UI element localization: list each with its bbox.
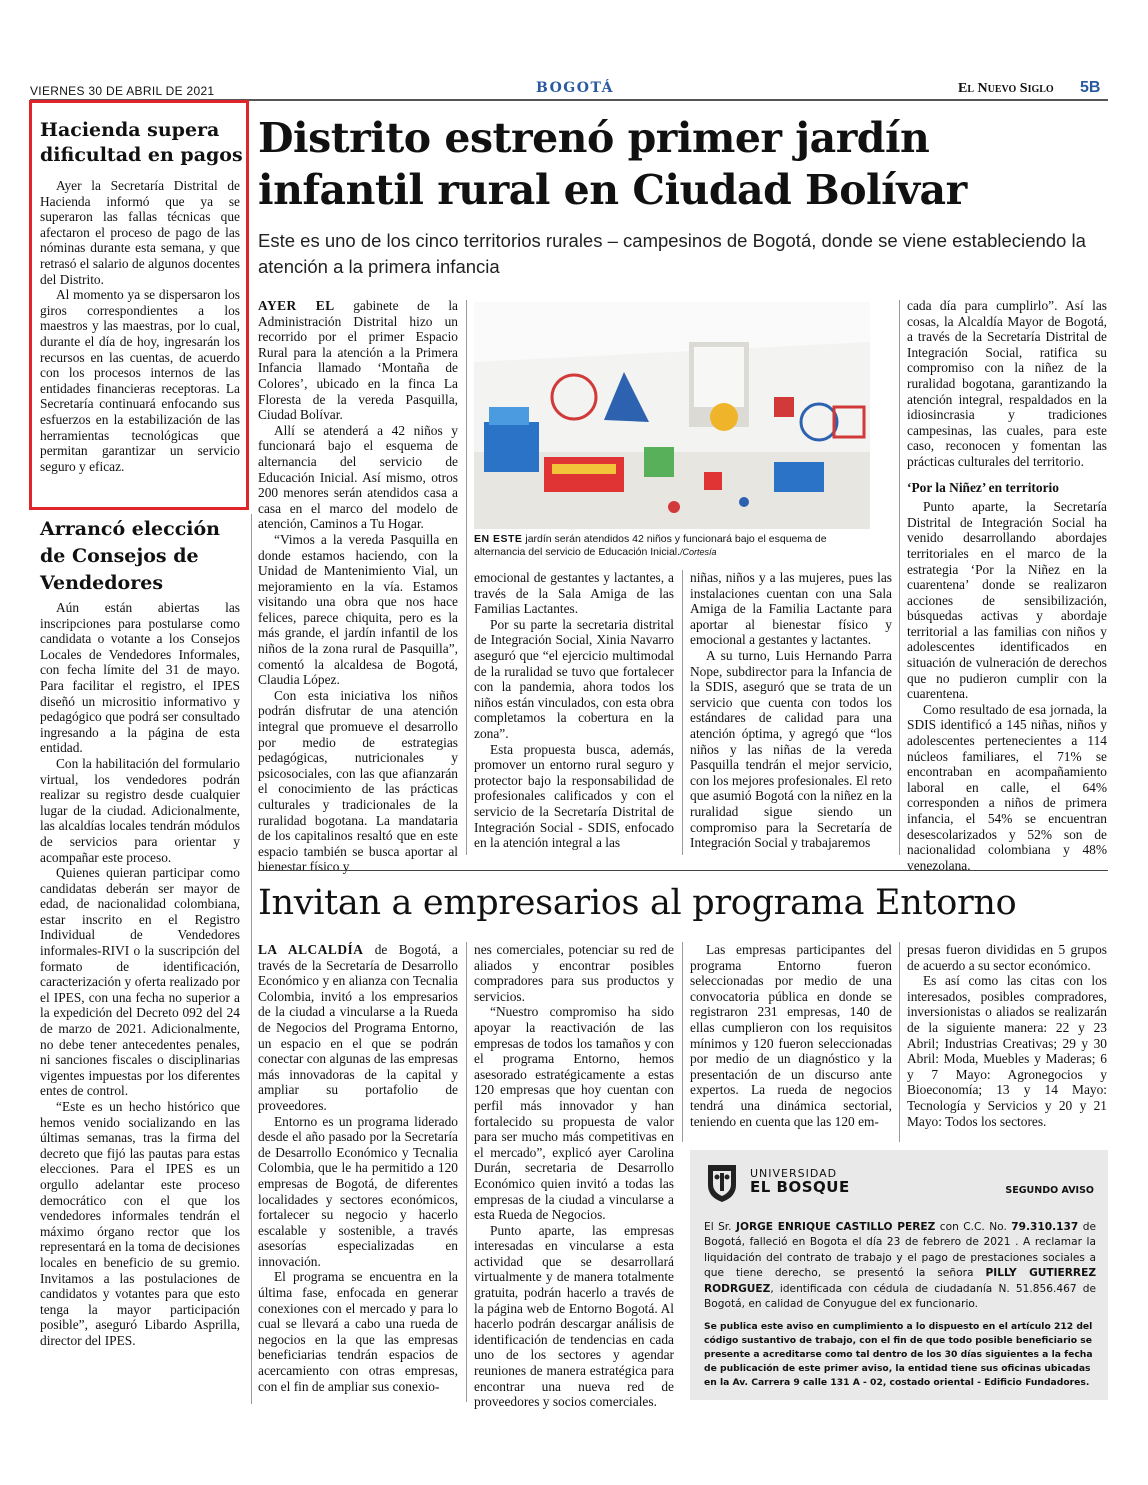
column-divider xyxy=(251,514,252,1404)
paragraph: emocional de gestantes y lactantes, a través de la Sala Amiga de las Familias Lactantes. xyxy=(474,570,674,617)
paragraph: Con esta iniciativa los niños podrán disfrutar de una atención integral que promueve el desarrollo por medio de estrategias pedagógicas, nutricionales y psicosociales, con las que afianzarán el conocimiento de las prácticas culturales y tradicionales de la ruralidad bogotana. La mandataria de los capitalinos resaltó que en este espacio también se busca aportar al bienestar físico y xyxy=(258,687,458,875)
paragraph: Con la habilitación del formulario virtual, los vendedores podrán realizar su registro desde cualquier lugar de la ciudad. Adicionalmente, las alcaldías locales tendrán módulos de servicios para orientar y acompañar este proceso. xyxy=(40,755,240,865)
university-crest-icon xyxy=(704,1163,740,1203)
paragraph: El programa se encuentra en la última fase, enfocada en generar conexiones con el mercado y para lo cual se llevará a cabo una rueda de negocios en la que las empresas beneficiarias tendrán espacios de acercamiento con otras empresas, con el fin de ampliar sus conexio- xyxy=(258,1269,458,1394)
paragraph: nes comerciales, potenciar su red de aliados y encontrar posibles compradores para sus productos y servicios. xyxy=(474,942,674,1004)
paragraph: Quienes quieran participar como candidatas deberán ser mayor de edad, de nacionalidad colombiana, estar inscrito en el Registro Individual de Vendedores informales-RIVI o la suscripción del formato de identificación, caracterización y oferta realizado por el IPES, con una fecha no superior a la expedición del Decreto 092 del 24 de marzo de 2021. Adicionalmente, no debe tener antecedentes penales, ni sanciones fiscales o disciplinarias vigentes impuestas por los diferentes entes de control. xyxy=(40,865,240,1099)
photo-credit: /Cortesía xyxy=(680,547,717,557)
main-article-col1 xyxy=(258,298,458,875)
paragraph: Como resultado de esa jornada, la SDIS identificó a 145 niñas, niños y adolescentes pertenecientes a 114 núcleos familiares, el 71% se encontraban en acompañamiento laboral en calle, el 64% corresponden a niños de primera infancia, el 54% se encuentran desescolarizados y 52% son de nacionalidad colombiana y 48% venezolana. xyxy=(907,701,1107,873)
section-name: BOGOTÁ xyxy=(536,80,614,96)
paragraph: “Este es un hecho histórico que hemos venido socializando en las últimas semanas, tras la firma del decreto que fijó las pautas para estas elecciones. Para el IPES es un orgullo adelantar este proceso democrático con el que los vendedores informales tendrán el máximo órgano rector que los representará en la toma de decisiones locales en beneficio de su gremio. Invitamos a las postulaciones de candidatos y votantes para que esto tenga la mayor participación posible”, aseguró Libardo Asprilla, director del IPES. xyxy=(40,1099,240,1348)
university-name: EL BOSQUE xyxy=(750,1178,850,1196)
issue-date: VIERNES 30 DE ABRIL DE 2021 xyxy=(30,84,215,98)
main-subtitle: Este es uno de los cinco territorios rurales – campesinos de Bogotá, donde se viene estableciendo la atención a la primera infancia xyxy=(258,230,1086,277)
caption-lead: EN ESTE xyxy=(474,533,523,545)
paragraph: Aún están abiertas las inscripciones para postularse como candidata o votante a los Consejos Locales de Vendedores Informales, con fecha límite del 31 de mayo. Para facilitar el registro, el IPES diseñó un micrositio informativo y pedagógico que podrá ser consultado ingresando a la página de esta entidad. xyxy=(40,600,240,756)
paragraph: AYER EL gabinete de la Administración Distrital hizo un recorrido por el primer Espacio Rural para la atención a la Primera Infancia llamado ‘Montaña de Colores’, ubicado en la finca La Floresta de la vereda Pasquilla, Ciudad Bolívar. xyxy=(258,298,458,423)
second-article-col4 xyxy=(907,942,1107,1129)
main-article-col4 xyxy=(907,298,1107,873)
paragraph: LA ALCALDÍA de Bogotá, a través de la Secretaría de Desarrollo Económico y en alianza con Tecnalia Colombia, invitó a los empresarios de la ciudad a vincularse a la Rueda de Negocios del Programa Entorno, un espacio en el que se podrán conectar con algunas de las empresas más innovadoras de la capital y ampliar su portafolio de proveedores. xyxy=(258,942,458,1113)
column-divider xyxy=(466,300,467,855)
paragraph: Por su parte la secretaria distrital de Integración Social, Xinia Navarro aseguró que “el ejercicio multimodal de la ruralidad se tuvo que fortalecer con la pandemia, ahora todos los niños están vinculados, con esta obra completamos la cobertura en la zona”. xyxy=(474,616,674,741)
paragraph: Las empresas participantes del programa Entorno fueron seleccionadas por medio de una convocatoria pública en donde se registraron 231 empresas, 140 de ellas cumplieron con los requisitos mínimos y 120 fueron seleccionadas por medio de un diagnóstico y la presentación de un discurso ante expertos. La rueda de negocios tendrá una dinámica sectorial, teniendo en cuenta que las 120 em- xyxy=(690,942,892,1129)
newspaper-name: El Nuevo Siglo xyxy=(958,81,1054,96)
id-number: 79.310.137 xyxy=(1011,1221,1079,1233)
legal-notice-ad xyxy=(690,1150,1108,1400)
paragraph: cada día para cumplirlo”. Así las cosas, la Alcaldía Mayor de Bogotá, a través de la Secretaría Distrital de Integración Social, ratifica su compromiso con la niñez de la ruralidad bogotana, garantizando la atención integral, respaldados en la idiosincrasia y tradiciones campesinas, las cuales, para este caso, reconocen y fomentan las prácticas culturales del territorio. xyxy=(907,298,1107,469)
second-article-col2 xyxy=(474,942,674,1410)
paragraph: Entorno es un programa liderado desde el año pasado por la Secretaría de Desarrollo Económico y Tecnalia Colombia, que le ha permitido a 120 empresas de Bogotá, de diferentes localidades y sectores económicos, fortalecer su negocio y hacerlo escalable y sostenible, a través asesorías especializadas en innovación. xyxy=(258,1113,458,1269)
column-divider xyxy=(466,942,467,1402)
second-article-col3 xyxy=(690,942,892,1129)
brief-hacienda-title: Hacienda supera dificultad en pagos xyxy=(40,119,243,166)
paragraph: Allí se atenderá a 42 niños y funcionará bajo el esquema de alternancia del servicio de Educación Inicial. Así mismo, otros 200 menores serán atendidos casa a casa en el marco del modelo de atención, Caminos a Tu Hogar. xyxy=(258,422,458,532)
paragraph: Es así como las citas con los interesados, posibles compradores, inversionistas o aliados se realizarán de la siguiente manera: 22 y 23 Abril; Industrias Creativas; 29 y 30 Abril: Moda, Muebles y Maderas; 6 y 7 Mayo: Agronegocios y Bioeconomía; 13 y 14 Mayo: Tecnología y Servicios y 20 y 21 Mayo: Todos los sectores. xyxy=(907,973,1107,1129)
lead-in: LA ALCALDÍA xyxy=(258,942,364,957)
page-number: 5B xyxy=(1080,79,1101,96)
main-article-col2 xyxy=(474,570,674,851)
brief-hacienda-body xyxy=(40,178,240,474)
main-article-col3 xyxy=(690,570,892,851)
paragraph: Esta propuesta busca, además, promover un entorno rural seguro y protector bajo la responsabilidad de profesionales calificados y con el servicio de la Secretaría Distrital de Integración Social - SDIS, enfocado en la atención integral a las xyxy=(474,741,674,851)
notice-type: SEGUNDO AVISO xyxy=(1005,1185,1094,1196)
photo-illustration xyxy=(474,302,870,529)
notice-footer: Se publica este aviso en cumplimiento a lo dispuesto en el artículo 212 del código sustantivo de trabajo, con el fin de que todo posible beneficiario se presente a acreditarse como tal dentro de los 30 días siguientes a la fecha de publicación de este primer aviso, la entidad tiene sus oficinas ubicadas en la Av. Carrera 9 calle 131 A - 02, costado oriental - Edificio Fundadores. xyxy=(704,1321,1093,1388)
column-divider xyxy=(899,942,900,1142)
university-label: UNIVERSIDAD xyxy=(750,1167,838,1180)
photo-caption: EN ESTE jardín serán atendidos 42 niños y funcionará bajo el esquema de alternancia del servicio de Educación Inicial./Cortesía xyxy=(474,533,827,558)
main-headline: Distrito estrenó primer jardín infantil rural en Ciudad Bolívar xyxy=(258,114,967,214)
notice-body: El Sr. JORGE ENRIQUE CASTILLO PEREZ con C.C. No. 79.310.137 de Bogotá, falleció en Bogota el día 23 de febrero de 2021 . A reclamar la liquidación del contrato de trabajo y el pago de prestaciones sociales a que tiene derecho, se presentó la señora PILLY GUTIERREZ RODRGUEZ, identificada con cédula de ciudadanía N. 51.856.467 de Bogotá, en calidad de Conyugue del ex funcionario. xyxy=(704,1221,1096,1311)
kindergarten-photo xyxy=(474,302,870,529)
paragraph: Punto aparte, la Secretaría Distrital de Integración Social ha venido desarrollando abordajes territoriales en el marco de la estrategia ‘Por la Niñez en la cuarentena’ donde se realizaron acciones de sensibilización, búsquedas activas y abordaje territorial a las familias con niños y adolescentes identificados en situación de vulneración de derechos que no pudieron cumplir con la cuarentena. xyxy=(907,499,1107,702)
paragraph: niñas, niños y a las mujeres, pues las instalaciones cuentan con una Sala Amiga de la Familia Lactante para aportar al bienestar físico y emocional a gestantes y lactantes. xyxy=(690,570,892,648)
subheading: ‘Por la Niñez’ en territorio xyxy=(907,479,1059,495)
brief-vendedores-body xyxy=(40,600,240,1349)
column-divider xyxy=(682,942,683,1142)
brief-vendedores-title: Arrancó elección de Consejos de Vendedores xyxy=(40,518,220,594)
second-article-col1 xyxy=(258,942,458,1394)
claimant-name: PILLY GUTIERREZ RODRGUEZ xyxy=(704,1267,1096,1295)
paragraph: Al momento ya se dispersaron los giros correspondientes a los maestros y las maestras, por lo cual, durante el día de hoy, ingresarán los recursos en las cuentas, de acuerdo con los procesos internos de las entidades financieras receptoras. La Secretaría continuará enfocando sus esfuerzos en la estabilización de las herramientas tecnológicas que permitan garantizar un servicio seguro y eficaz. xyxy=(40,287,240,474)
lead-in: AYER EL xyxy=(258,298,335,313)
paragraph: “Nuestro compromiso ha sido apoyar la reactivación de las empresas de todos los tamaños y con el programa Entorno, hemos asesorado estratégicamente a estas 120 empresas que hoy cuentan con perfil más innovador y han fortalecido su propuesta de valor para ser mucho más competitivas en el mercado”, explicó ayer Carolina Durán, secretaria de Desarrollo Económico quien invitó a todas las empresas de la ciudad a vincularse a esta Rueda de Negocios. xyxy=(474,1004,674,1223)
paragraph: “Vimos a la vereda Pasquilla en donde estamos haciendo, con la Unidad de Mantenimiento Vial, un mejoramiento en la vía. Estamos visitando una obra que nos hace felices, parece chiquita, pero es la más grande, el jardín infantil de los niños de la zona rural de Pasquilla”, comentó la alcaldesa de Bogotá, Claudia López. xyxy=(258,531,458,688)
deceased-name: JORGE ENRIQUE CASTILLO PEREZ xyxy=(736,1221,936,1233)
second-headline: Invitan a empresarios al programa Entorno xyxy=(258,883,1017,923)
column-divider xyxy=(682,570,683,855)
paragraph: Punto aparte, las empresas interesadas en vincularse a esta actividad que se desarrollará virtualmente y de manera totalmente gratuita, podrán hacerlo a través de la página web de Entorno Bogotá. Al hacerlo podrán descargar análisis de identificación de tendencias en cada uno de los sectores y agendar reuniones de manera estratégica para encontrar una nueva red de proveedores y socios comerciales. xyxy=(474,1222,674,1410)
paragraph: Ayer la Secretaría Distrital de Hacienda informó que ya se superaron las fallas técnicas que afectaron el proceso de pago de las nóminas durante esta semana, y que retrasó el salario de algunos docentes del Distrito. xyxy=(40,178,240,287)
column-divider xyxy=(899,300,900,855)
paragraph: A su turno, Luis Hernando Parra Nope, subdirector para la Infancia de la SDIS, aseguró que se trata de un servicio que cuenta con todos los estándares de calidad para una atención óptima, y agregó que “los niños y las niñas de la vereda Pasquilla tendrán el mejor servicio, con los mejores profesionales. El reto que asumió Bogotá con la niñez en la ruralidad sigue siendo un compromiso para la Secretaría de Integración Social y trabajaremos xyxy=(690,647,892,851)
section-rule xyxy=(258,870,1108,871)
paragraph: presas fueron divididas en 5 grupos de acuerdo a su sector económico. xyxy=(907,942,1107,973)
